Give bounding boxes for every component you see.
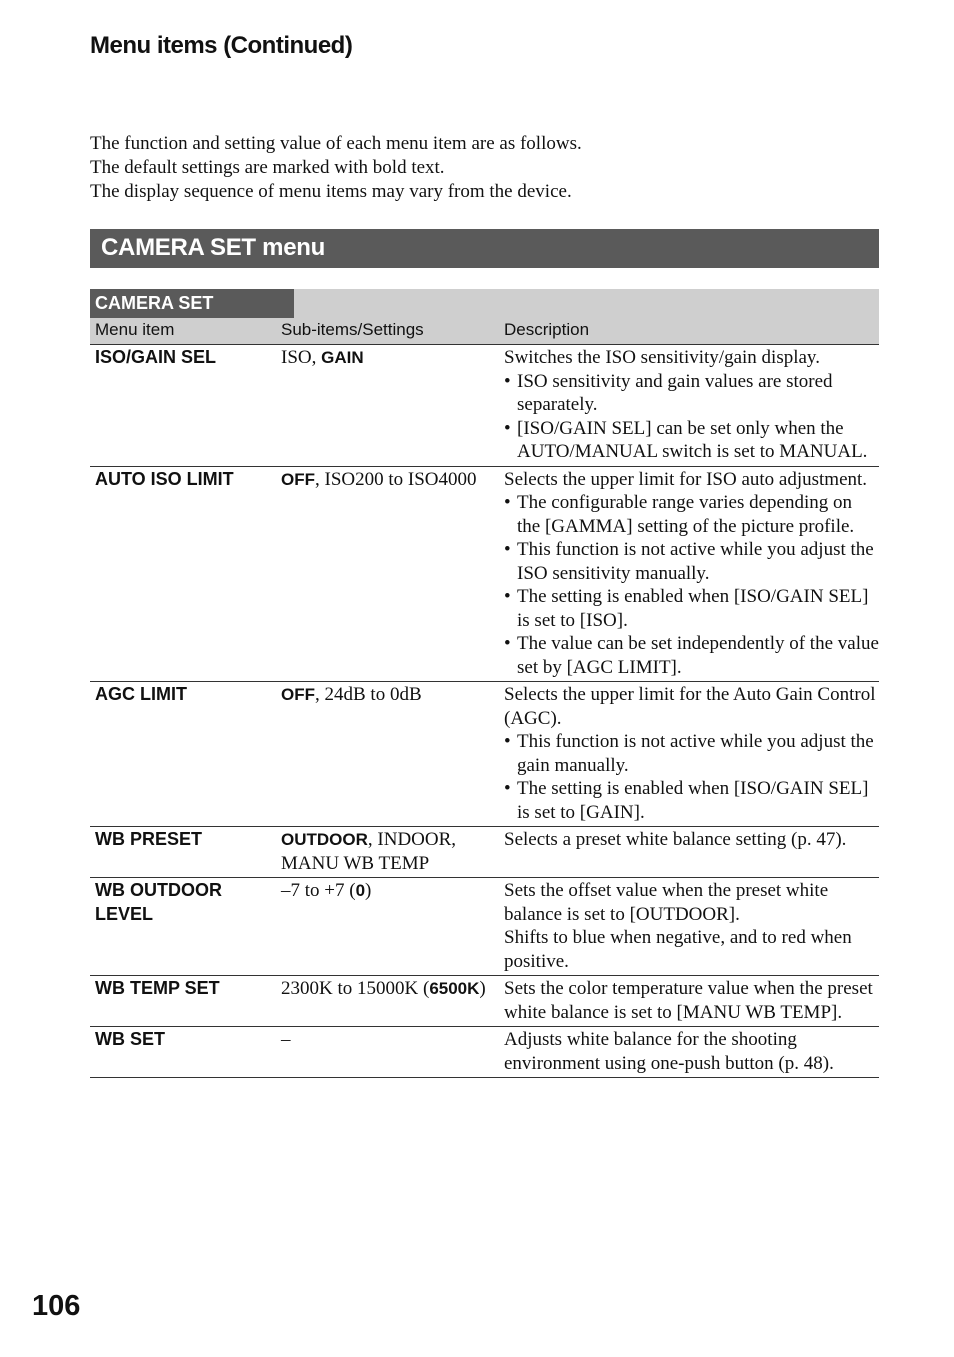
column-header-settings: Sub-items/Settings [281, 320, 424, 339]
description-bullet: • The setting is enabled when [ISO/GAIN SEL] is set to [GAIN]. [504, 777, 879, 824]
description-text: Sets the offset value when the preset white balance is set to [OUTDOOR]. [504, 880, 829, 925]
setting-text: , ISO200 to ISO4000 [315, 468, 477, 490]
table-row [90, 827, 879, 878]
default-setting: 0 [355, 881, 366, 900]
table-tab-label: CAMERA SET [90, 289, 294, 318]
setting-text: ) [365, 880, 372, 901]
menu-item-description [500, 468, 879, 680]
setting-text: ) [479, 978, 486, 999]
column-header-description: Description [504, 320, 590, 339]
setting-text: –7 to +7 ( [281, 880, 356, 901]
menu-item-name: WB TEMP SET [95, 978, 220, 998]
menu-item-description [500, 1028, 879, 1075]
default-setting: 6500K [429, 979, 480, 998]
default-setting: OFF [281, 469, 315, 489]
menu-item-name: AUTO ISO LIMIT [95, 468, 234, 489]
menu-item-settings [276, 828, 500, 875]
table-row [90, 1027, 879, 1078]
description-bullet: • This function is not active while you adjust the ISO sensitivity manually. [504, 538, 879, 585]
description-bullet: • The setting is enabled when [ISO/GAIN SEL] is set to [ISO]. [504, 585, 879, 632]
table-row [90, 976, 879, 1027]
description-text: Selects the upper limit for ISO auto adjustment. [504, 468, 868, 490]
table-header [90, 289, 879, 345]
table-row [90, 682, 879, 827]
description-text: Adjusts white balance for the shooting environment using one-push button (p. 48). [504, 1029, 834, 1074]
table-row [90, 878, 879, 976]
description-bullet: • ISO sensitivity and gain values are stored separately. [504, 370, 879, 417]
description-text: Sets the color temperature value when the preset white balance is set to [MANU WB TEMP]. [504, 978, 873, 1023]
description-bullets [504, 730, 879, 824]
description-bullets [504, 370, 879, 464]
menu-item-name: ISO/GAIN SEL [95, 347, 217, 367]
setting-text: , INDOOR, MANU WB TEMP [281, 829, 457, 874]
table-row [90, 467, 879, 683]
default-setting: OUTDOOR [281, 830, 368, 849]
column-header-menu-item: Menu item [95, 320, 175, 339]
setting-text: – [281, 1029, 291, 1050]
default-setting: OFF [281, 685, 315, 704]
menu-item-description [500, 977, 879, 1024]
description-bullet: • The value can be set independently of the value set by [AGC LIMIT]. [504, 632, 879, 679]
description-bullet: • This function is not active while you adjust the gain manually. [504, 730, 879, 777]
intro-line: The default settings are marked with bold text. [90, 157, 445, 178]
description-text: Shifts to blue when negative, and to red when positive. [504, 927, 852, 972]
menu-item-description [500, 683, 879, 824]
menu-item-name: AGC LIMIT [95, 684, 187, 704]
description-bullets [504, 491, 879, 679]
description-text: Selects a preset white balance setting (p. 47). [504, 829, 847, 850]
menu-item-settings [276, 977, 500, 1024]
menu-item-name: WB OUTDOOR LEVEL [95, 880, 222, 924]
intro-line: The function and setting value of each menu item are as follows. [90, 133, 582, 154]
description-bullet: • The configurable range varies depending on the [GAMMA] setting of the picture profile. [504, 491, 879, 538]
menu-item-name: WB PRESET [95, 829, 203, 849]
description-text: Switches the ISO sensitivity/gain display. [504, 347, 820, 368]
menu-item-description [500, 828, 879, 875]
setting-text: 2300K to 15000K ( [281, 978, 430, 999]
menu-items-table [90, 345, 879, 1078]
menu-item-name: WB SET [95, 1029, 165, 1049]
menu-item-settings [276, 683, 500, 824]
menu-item-settings [276, 879, 500, 973]
menu-item-settings [276, 346, 500, 464]
menu-item-settings [276, 468, 500, 680]
table-row [90, 345, 879, 467]
description-text: Selects the upper limit for the Auto Gain Control (AGC). [504, 684, 876, 729]
section-title-bar: CAMERA SET menu [90, 229, 879, 268]
menu-item-description [500, 346, 879, 464]
page-number: 106 [32, 1290, 81, 1322]
menu-item-description [500, 879, 879, 973]
setting-text: , 24dB to 0dB [315, 684, 422, 705]
intro-line: The display sequence of menu items may vary from the device. [90, 181, 572, 202]
intro-text [90, 132, 582, 204]
description-bullet: • [ISO/GAIN SEL] can be set only when the AUTO/MANUAL switch is set to MANUAL. [504, 417, 879, 464]
menu-item-settings [276, 1028, 500, 1075]
default-setting: GAIN [321, 348, 364, 367]
page-header-title: Menu items (Continued) [90, 32, 353, 59]
setting-text: ISO, [281, 347, 322, 368]
